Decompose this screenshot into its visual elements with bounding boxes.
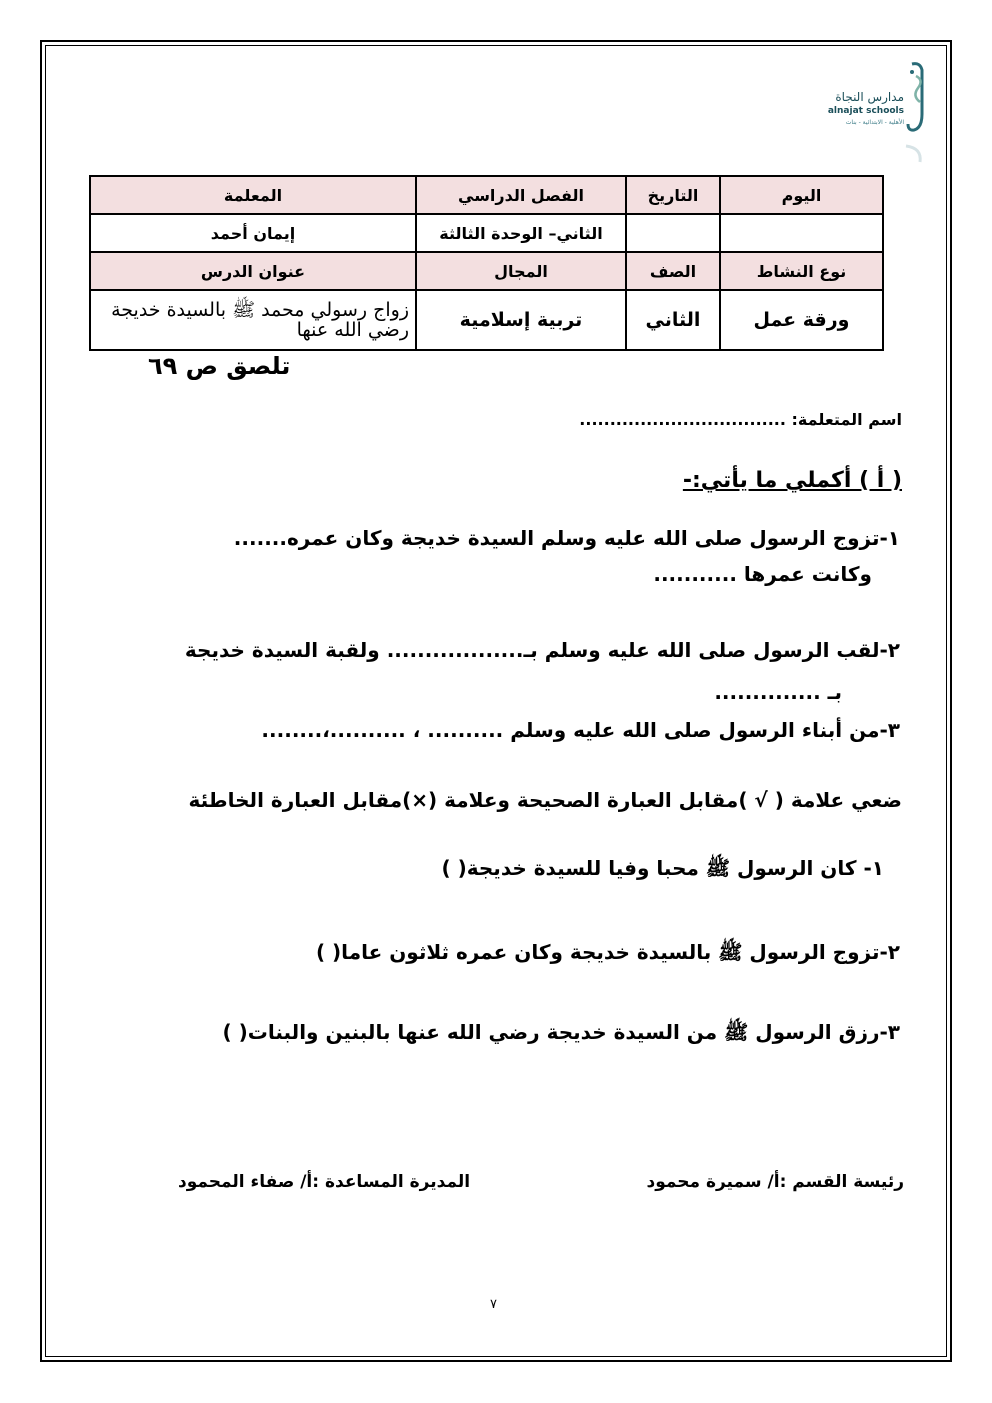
section-b-item-2: ٢-تزوج الرسول ﷺ بالسيدة خديجة وكان عمره ثلاثون عاما( ) [315,940,900,964]
logo-subtitle: الأهلية - الابتدائية - بنات [845,119,904,126]
info-header-row-2 [90,252,883,290]
logo-english-text: alnajat schools [827,106,904,116]
header-activity-type: نوع النشاط [720,252,883,290]
section-a-title: ( أ ) أكملي ما يأتي:- [682,468,902,493]
header-teacher: المعلمة [90,176,416,214]
section-b-title: ضعي علامة ( √ )مقابل العبارة الصحيحة وعلامة (×)مقابل العبارة الخاطئة [188,788,902,812]
value-date [626,214,720,252]
value-activity-type: ورقة عمل [720,290,883,350]
info-table [89,175,884,351]
section-a-item-1-line-1: ١-تزوج الرسول صلى الله عليه وسلم السيدة خديجة وكان عمره....... [233,526,900,550]
value-teacher: إيمان أحمد [90,214,416,252]
logo-arabic-text: مدارس النجاة [835,90,904,104]
info-value-row-1 [90,214,883,252]
value-grade: الثاني [626,290,720,350]
header-grade: الصف [626,252,720,290]
logo-reflection-icon [902,144,926,166]
header-lesson-title: عنوان الدرس [90,252,416,290]
paste-note: تلصق ص ٦٩ [148,352,291,380]
value-field: تربية إسلامية [416,290,626,350]
info-value-row-2 [90,290,883,350]
section-b-item-3: ٣-رزق الرسول ﷺ من السيدة خديجة رضي الله عنها بالبنين والبنات( ) [222,1020,900,1044]
page-number: ٧ [490,1297,497,1312]
section-a-item-2-line-1: ٢-لقب الرسول صلى الله عليه وسلم بـ.................. ولقبة السيدة خديجة [184,638,900,662]
section-b-item-1: ١- كان الرسول ﷺ محبا وفيا للسيدة خديجة( ) [441,856,884,880]
section-a-item-1-line-2: وكانت عمرها ........... [653,562,872,586]
signature-head-of-department: رئيسة القسم :أ/ سميرة محمود [646,1172,904,1192]
section-a-item-3: ٣-من أبناء الرسول صلى الله عليه وسلم .......... ، ..........،........ [261,718,900,742]
logo-mark-icon [906,62,928,134]
student-name-field: اسم المتعلمة: .................................. [579,410,902,429]
school-logo [827,62,938,172]
header-semester: الفصل الدراسي [416,176,626,214]
value-day [720,214,883,252]
header-date: التاريخ [626,176,720,214]
header-field: المجال [416,252,626,290]
header-day: اليوم [720,176,883,214]
value-lesson-title: زواج رسولي محمد ﷺ بالسيدة خديجة رضي الله عنها [90,290,416,350]
signature-assistant-director: المديرة المساعدة :أ/ صفاء المحمود [178,1172,471,1192]
info-header-row-1 [90,176,883,214]
section-a-item-2-line-2: بـ .............. [714,680,842,704]
value-semester: الثاني– الوحدة الثالثة [416,214,626,252]
